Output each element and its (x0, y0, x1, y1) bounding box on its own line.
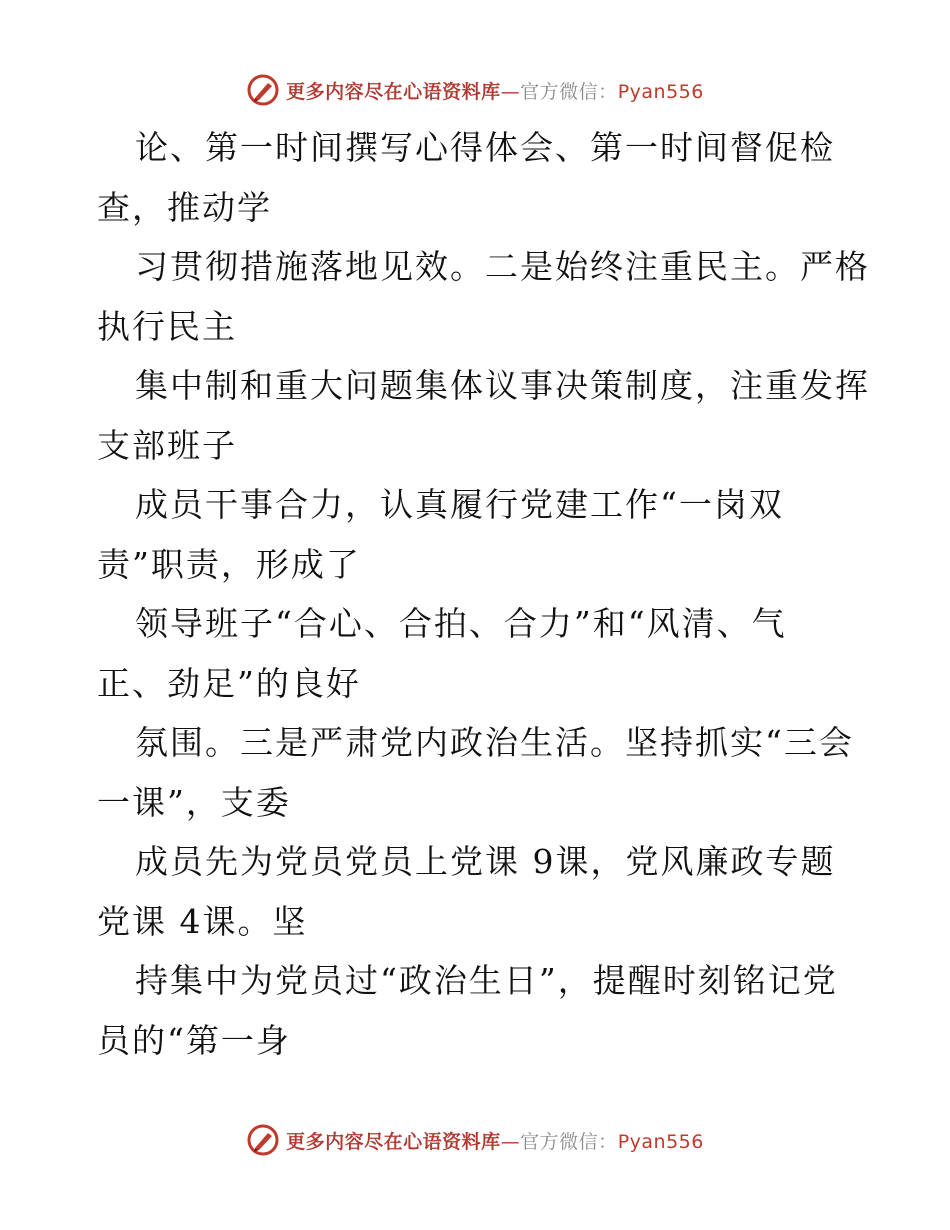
body-line: 氛围。三是严肃党内政治生活。坚持抓实“三会 (135, 723, 854, 762)
body-line: 习贯彻措施落地见效。二是始终注重民主。严格 (135, 247, 870, 286)
body-line: 正、劲足”的良好 (97, 663, 361, 703)
pen-circle-icon (246, 1123, 280, 1157)
header-banner-id: Pyan556 (617, 80, 704, 103)
footer-banner-main: 更多内容尽在心语资料库 (286, 1130, 501, 1153)
header-banner-text (286, 77, 704, 104)
body-line: 领导班子“合心、合拍、合力”和“风清、气 (135, 604, 787, 643)
header-banner (0, 72, 950, 108)
body-line: 员的“第一身 (97, 1020, 291, 1060)
header-banner-main: 更多内容尽在心语资料库 (286, 80, 501, 103)
pen-circle-icon (246, 73, 280, 107)
body-line: 查，推动学 (97, 187, 272, 227)
body-line: 成员干事合力，认真履行党建工作“一岗双 (135, 485, 784, 524)
footer-banner-text (286, 1127, 704, 1154)
body-line: 成员先为党员党员上党课 9课，党风廉政专题 (135, 842, 836, 881)
footer-banner-id: Pyan556 (617, 1130, 704, 1153)
body-line: 责”职责，形成了 (97, 544, 361, 584)
body-line: 集中制和重大问题集体议事决策制度，注重发挥 (135, 366, 870, 405)
footer-banner-wechat: 官方微信： (520, 1130, 618, 1153)
header-banner-wechat: 官方微信： (520, 80, 618, 103)
body-line: 支部班子 (97, 425, 237, 465)
footer-banner (0, 1122, 950, 1158)
body-line: 执行民主 (97, 306, 237, 346)
footer-banner-dash: — (500, 1130, 521, 1153)
body-line: 一课”，支委 (97, 782, 291, 822)
body-line: 持集中为党员过“政治生日”，提醒时刻铭记党 (135, 961, 838, 1000)
header-banner-dash: — (500, 80, 521, 103)
body-line: 论、第一时间撰写心得体会、第一时间督促检 (135, 128, 835, 167)
body-line: 党课 4课。坚 (97, 901, 308, 941)
document-body (97, 118, 877, 1070)
